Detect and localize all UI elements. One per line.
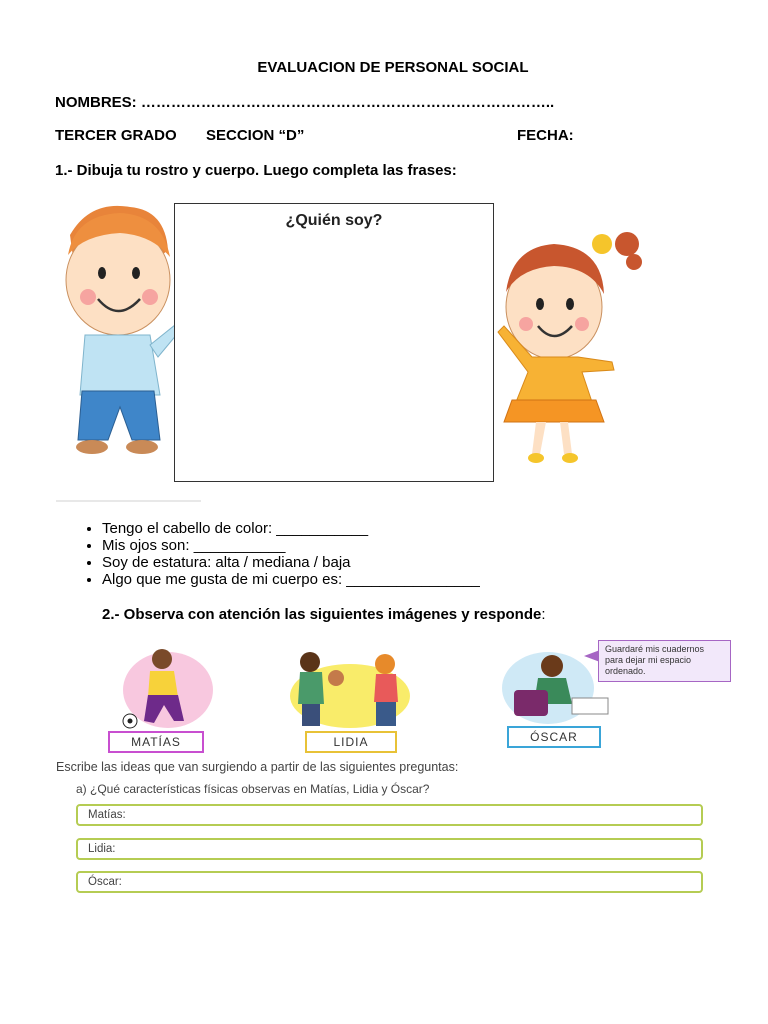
girl-illustration (492, 222, 647, 467)
matias-answer-field[interactable]: Matías: (76, 804, 703, 826)
question-2-text: 2.- Observa con atención las siguientes imágenes y responde (102, 606, 542, 623)
self-description-list (58, 520, 480, 588)
lidia-illustration (288, 648, 413, 730)
list-item: • Mis ojos son: ___________ (102, 537, 480, 554)
question-a: a) ¿Qué características físicas observas en Matías, Lidia y Óscar? (76, 782, 430, 796)
oscar-speech-bubble: Guardaré mis cuadernos para dejar mi espacio ordenado. (598, 640, 731, 682)
document-title: EVALUACION DE PERSONAL SOCIAL (257, 59, 529, 76)
drawing-box-title: ¿Quién soy? (285, 212, 383, 229)
list-item: • Tengo el cabello de color: ___________ (102, 520, 480, 537)
lidia-answer-field[interactable]: Lidia: (76, 838, 703, 860)
oscar-name-label: ÓSCAR (507, 726, 601, 748)
writing-prompt: Escribe las ideas que van surgiendo a partir de las siguientes preguntas: (56, 760, 459, 774)
boy-illustration (50, 195, 180, 465)
names-line: NOMBRES: ……………………………………………………………………….. (55, 94, 555, 111)
who-am-i-drawing-box[interactable] (174, 203, 494, 482)
grade-label: TERCER GRADO (55, 127, 177, 144)
matias-illustration (118, 645, 213, 730)
lidia-name-label: LIDIA (305, 731, 397, 753)
question-2-instruction (102, 606, 546, 623)
section-label: SECCION “D” (206, 127, 305, 144)
question-2-colon: : (541, 606, 546, 623)
list-item: • Soy de estatura: alta / mediana / baja (102, 554, 480, 571)
divider-line (56, 500, 201, 502)
matias-name-label: MATÍAS (108, 731, 204, 753)
question-1-instruction: 1.- Dibuja tu rostro y cuerpo. Luego completa las frases: (55, 162, 457, 179)
oscar-answer-field[interactable]: Óscar: (76, 871, 703, 893)
date-label: FECHA: (517, 127, 574, 144)
list-item: • Algo que me gusta de mi cuerpo es: ________________ (102, 571, 480, 588)
